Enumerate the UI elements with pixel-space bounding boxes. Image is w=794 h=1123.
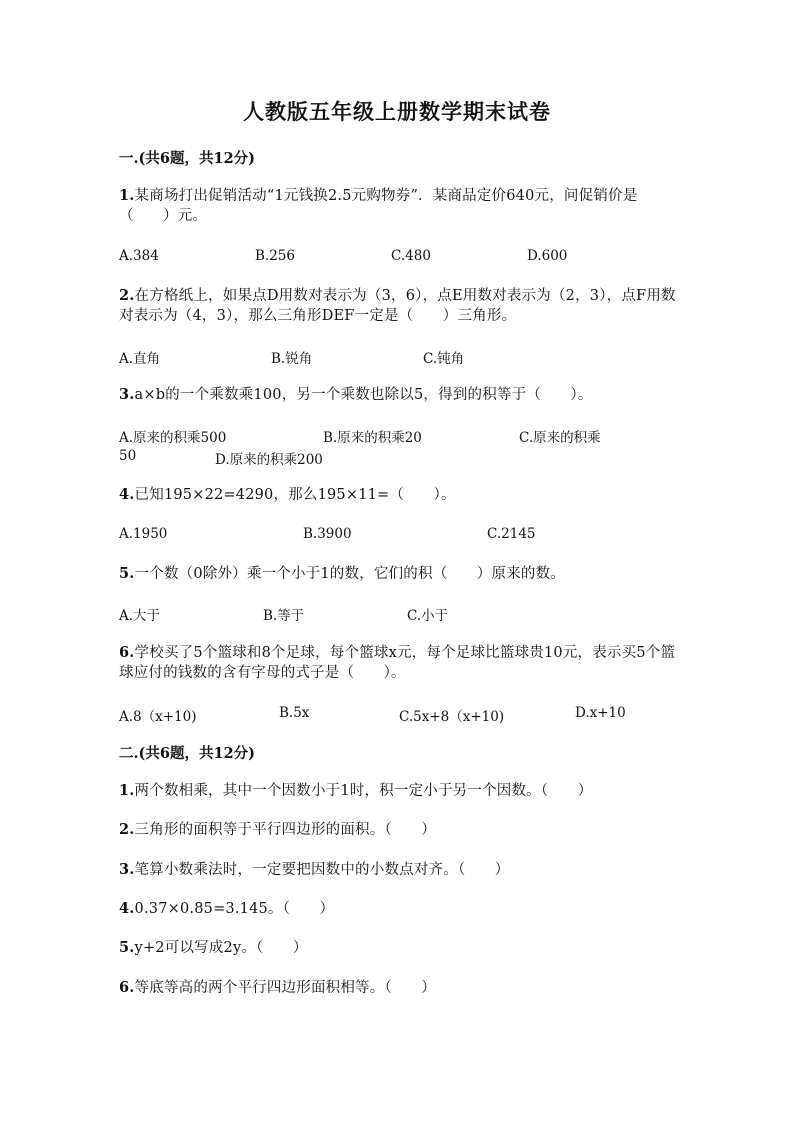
question-number: 2. [119,821,135,838]
question-number: 6. [119,644,135,661]
question-number: 3. [119,861,135,878]
question-text: 一个数（0除外）乘一个小于1的数，它们的积（ ）原来的数。 [134,566,565,582]
options-1-2 [0,347,794,367]
option-c: C.2145 [487,526,536,542]
options-1-6 [0,705,794,725]
question-text: 0.37×0.85=3.145。（ ） [134,901,335,917]
question-1-4 [119,485,679,505]
option-b: B.5x [279,705,310,721]
options-1-4 [0,526,794,546]
question-number: 1. [119,187,135,204]
options-1-5 [0,604,794,624]
question-text: 三角形的面积等于平行四边形的面积。（ ） [134,822,436,838]
option-a: A.直角 [119,351,161,367]
option-a: A.大于 [119,608,161,624]
option-a: A.8（x+10) [119,709,197,725]
question-number: 6. [119,979,135,996]
question-text: 学校买了5个篮球和8个足球，每个篮球x元，每个足球比篮球贵10元，表示买5个篮球应付的钱数的含有字母的式子是（ ）。 [119,645,676,681]
option-c: C.5x+8（x+10) [399,709,505,725]
section-heading-1: 一.(共6题，共12分) [119,150,256,167]
option-c: C.小于 [407,608,449,624]
question-1-1 [119,186,679,226]
question-number: 1. [119,782,135,799]
question-number: 4. [119,486,135,503]
question-number: 5. [119,565,135,582]
question-number: 5. [119,939,135,956]
question-text: 某商场打出促销活动“1元钱换2.5元购物券”．某商品定价640元，问促销价是（ ）元。 [119,188,638,224]
question-1-2 [119,286,679,326]
question-number: 3. [119,386,135,403]
option-b: B.锐角 [271,351,313,367]
option-c: C.480 [391,248,431,264]
question-1-6 [119,643,679,683]
option-b: B.等于 [263,608,305,624]
question-2-3 [119,860,679,880]
page-title: 人教版五年级上册数学期末试卷 [243,99,551,124]
question-text: 等底等高的两个平行四边形面积相等。（ ） [134,980,436,996]
option-a: A.1950 [119,526,168,542]
question-number: 4. [119,900,135,917]
option-b: B.256 [255,248,295,264]
question-text: 笔算小数乘法时，一定要把因数中的小数点对齐。（ ） [134,862,510,878]
option-c: C.原来的积乘 [519,430,601,446]
question-2-5 [119,938,679,958]
option-b: B.原来的积乘20 [323,430,422,446]
section-heading-2: 二.(共6题，共12分) [119,745,256,762]
options-1-3 [0,426,794,446]
question-text: 在方格纸上，如果点D用数对表示为（3，6），点E用数对表示为（2，3），点F用数对表示为（4，3），那么三角形DEF一定是（ ）三角形。 [119,288,676,324]
question-text: y+2可以写成2y。（ ） [134,940,308,956]
question-text: 已知195×22=4290，那么195×11=（ ）。 [134,487,456,503]
question-text: 两个数相乘，其中一个因数小于1时，积一定小于另一个因数。（ ） [134,783,593,799]
question-text: a×b的一个乘数乘100，另一个乘数也除以5，得到的积等于（ ）。 [134,387,593,403]
option-d: D.x+10 [575,705,626,721]
option-a: A.384 [119,248,159,264]
question-2-4 [119,899,679,919]
question-2-6 [119,978,679,998]
options-1-1 [0,248,794,268]
question-2-2 [119,820,679,840]
option-c: C.钝角 [423,351,465,367]
option-d: D.600 [527,248,568,264]
options-1-3-line2 [0,448,794,468]
option-d: D.原来的积乘200 [215,452,323,468]
question-1-5 [119,564,679,584]
question-1-3 [119,385,679,405]
question-2-1 [119,781,679,801]
option-b: B.3900 [303,526,352,542]
question-number: 2. [119,287,135,304]
option-a: A.原来的积乘500 [119,430,227,446]
option-c-continued: 50 [119,448,137,464]
